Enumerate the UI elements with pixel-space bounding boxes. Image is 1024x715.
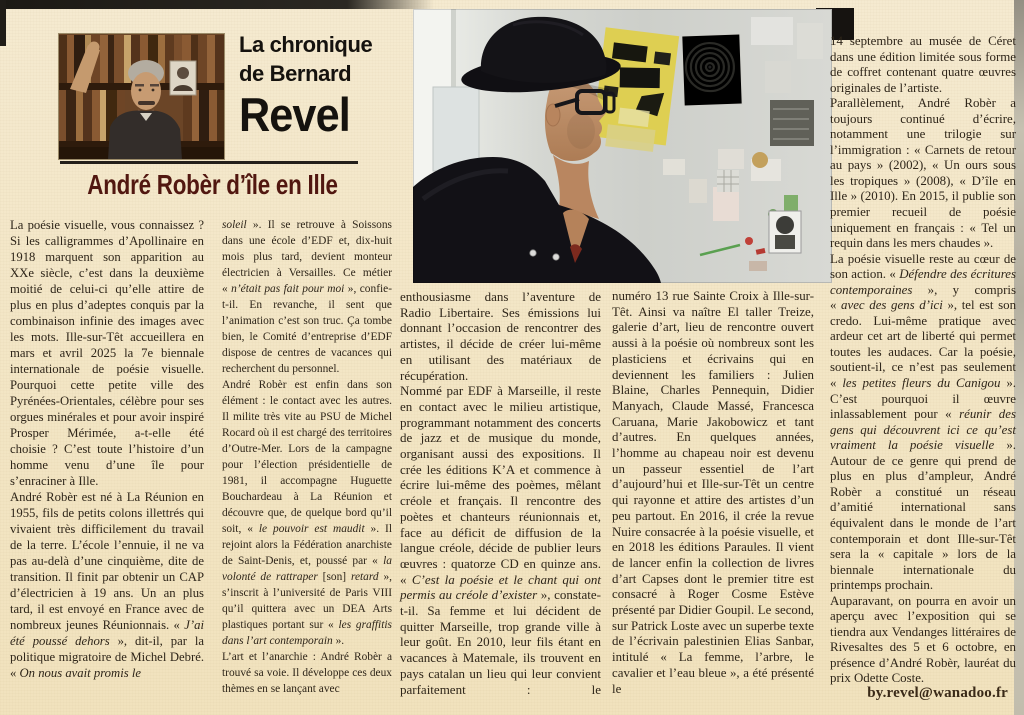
- paragraph: André Robèr est né à La Réunion en 1955, fils de petits colons illettrés qui vivaient très difficilement du travail de la terre. L’école l’ennuie, il ne va pas au-delà d’une cinquième, dite de transition. Il finit par obtenir un CAP d’électricien à 19 ans. Un an plus tard, il est envoyé en France avec de nombreux jeunes Réunionnais. « J’ai été poussé dehors », dit-il, par la politique migratoire de Michel Debré. « On nous avait promis le: [10, 490, 204, 680]
- small-portrait-photo: [769, 211, 801, 253]
- pinned-portrait: [170, 61, 196, 95]
- article-column-2: [222, 217, 392, 697]
- paragraph: Auparavant, on pourra en avoir un aperçu avec l’exposition qui se tiendra aux Vendanges littéraires de Rivesaltes des 5 et 6 octobre, en présence d’André Robèr, lauréat du prix Odette Coste.: [830, 593, 1016, 686]
- paragraph: numéro 13 rue Sainte Croix à Ille-sur-Têt. Ainsi va naître El taller Treize, galerie d’art, lieu de rencontre ouvert aussi à la poésie où nombreux sont les plasticiens et écrivains qui en deviennent les familiers : Julien Blaine, Charles Pennequin, Didier Manyach, Claude Massé, Francesca Caruana, Marie Jakobowicz et tant d’autres. En quelques années, l’homme au chapeau noir est devenu un passeur essentiel de l’art d’aujourd’hui et Ille-sur-Têt un centre qui rayonne et attire des artistes d’un peu partout. En 2016, il crée la revue Nuire consacrée à la poésie visuelle, et en 2018 les éditions Paraules. Il vient de lancer enfin la collection de livres d’art Capses dont le premier titre est consacré à Roger Cosme Estève présenté par Didier Goupil. Le second, sur Patrick Loste avec un superbe texte de l’écrivain palestinien Elias Sanbar, intitulé « La femme, l’arbre, le cavalier et l’eau bleue », a été présenté le: [612, 289, 814, 696]
- snap-button: [530, 250, 536, 256]
- paragraph: La poésie visuelle reste au cœur de son action. « Défendre des écritures contemporaines », y compris « avec des gens d’ici », tel est son credo. Lui-même pratique avec ardeur cet art de liberté qui permet toutes les audaces. Car la poésie, soutient-il, ce n’est pas seulement « les petites fleurs du Canigou ». C’est pourquoi il œuvre inlassablement pour « réunir des gens qui découvrent ici ce qu’est vraiment la poésie visuelle ». Autour de ce genre qui prend de plus en plus d’ampleur, André Robèr a constitué un réseau d’amitié international sans équivalent dans le monde de l’art contemporain et dont Ille-sur-Têt sera la « capitale » lors de la biennale internationale du printemps prochain.: [830, 251, 1017, 593]
- paragraph: 14 septembre au musée de Céret dans une édition limitée sous forme de coffret contenant quatre œuvres originales de l’artiste.: [830, 34, 1016, 95]
- author-email: by.revel@wanadoo.fr: [867, 685, 1008, 701]
- paragraph: André Robèr est enfin dans son élément : le contact avec les autres. Il milite très vite au PSU de Michel Rocard où il est chargé des territoires d’Outre-Mer. Lors de la campagne pour l’élection présidentielle de 1981, il accompagne Huguette Bouchardeau à La Réunion et découvre que, de quelque bord qu’il soit, « le pouvoir est maudit ». Il rejoint alors la Fédération anarchiste de Saint-Denis, et, poussé par « la volonté de rattraper [son] retard », s’inscrit à l’université de Paris VIII qu’il quittera avec un DEA Arts plastiques portant sur « les graffitis dans l’art contemporain ».: [222, 379, 393, 647]
- paragraph: La poésie visuelle, vous connaissez ? Si les calligrammes d’Apollinaire en 1918 marquent son apparition au XXe siècle, c’est dans la deuxième moitié de celui-ci qu’elle attire de plus en plus d’adeptes conquis par la combinaison infinie des images avec les mots. Ille-sur-Têt accueillera en mars et avril 2025 la 7e biennale internationale de poésie visuelle. Pourquoi cette petite ville des Pyrénées-Orientales, célèbre pour ses orgues minérales et pour avoir inspiré Prosper Mérimée, a-t-elle été choisie ? C’est toute l’histoire d’un homme venu d’une île pour s’enraciner à Ille.: [10, 218, 204, 488]
- article-column-5: [830, 34, 1016, 687]
- ear: [546, 104, 560, 126]
- masthead-divider: [60, 161, 358, 164]
- masthead-line3: Revel: [239, 88, 350, 141]
- article-column-3: [400, 289, 601, 697]
- paragraph: Parallèlement, André Robèr a toujours continué d’écrire, notamment une trilogie sur l’immigration : « Carnets de retour au pays » (2002), « Un ours sous les tropiques » (2008), « D’île en Ille » (2010). En 2015, il publie son premier recueil de poésie uniquement en français : « Tel un requin dans les mers chaudes ».: [830, 96, 1016, 251]
- paragraph: Nommé par EDF à Marseille, il reste en contact avec le milieu artistique, programmant notamment des concerts de jazz et de musique du monde, organisant aussi des expositions. Il crée les éditions K’A et commence à écrire lui-même des poèmes, mêlant créole et français. Il rencontre des poètes et chanteurs réunionnais et, face au déficit de diffusion de la langue créole, décide de publier leurs œuvres : quatorze CD en quinze ans. « C’est la poésie et le chant qui ont permis au créole d’exister », constate-t-il. Sa femme et lui décident de quitter Marseille, trop grande ville à leur goût. En 2010, leur fils étant en vacances à Matemale, ils trouvent en pays catalan un lieu qui leur convient parfaitement : le: [400, 383, 601, 697]
- columnist-photo-art: [58, 33, 225, 160]
- main-photo-art: [413, 9, 832, 283]
- masthead-line1: La chronique: [239, 32, 373, 57]
- article-headline: André Robèr d’île en Ille: [87, 169, 338, 200]
- snap-button: [553, 254, 559, 260]
- scan-edge-left: [0, 0, 6, 46]
- masthead-line2-prefix: de: [239, 61, 270, 86]
- masthead-line2: [239, 63, 372, 85]
- paragraph: soleil ». Il se retrouve à Soissons dans une école d’EDF et, dix-huit mois plus tard, devient monteur électricien à Versailles. Ce métier « n’était pas fait pour moi », confie-t-il. En revanche, il sent que l’animation c’est son truc. Ça tombe bien, le Comité d’entreprise d’EDF dispose de centres de vacances qui recherchent du personnel.: [222, 219, 393, 375]
- article-main-photo: [413, 9, 832, 283]
- masthead-line2-name: Bernard: [269, 61, 352, 86]
- scan-edge-top: [0, 0, 434, 9]
- paragraph: L’art et l’anarchie : André Robèr a trouvé sa voie. Il développe ces deux thèmes en se lançant avec: [222, 651, 392, 695]
- columnist-photo: [58, 33, 225, 160]
- masthead-title-block: [239, 32, 373, 141]
- paragraph: enthousiasme dans l’aventure de Radio Libertaire. Ses émissions lui donnant l’occasion de rencontrer des artistes, il décide de créer lui-même en utilisant des matériaux de récupération.: [400, 289, 601, 383]
- concentric-circles-artwork: [682, 34, 742, 106]
- framed-picture: [433, 87, 479, 171]
- article-column-4: [612, 289, 814, 697]
- article-column-1: [10, 217, 204, 681]
